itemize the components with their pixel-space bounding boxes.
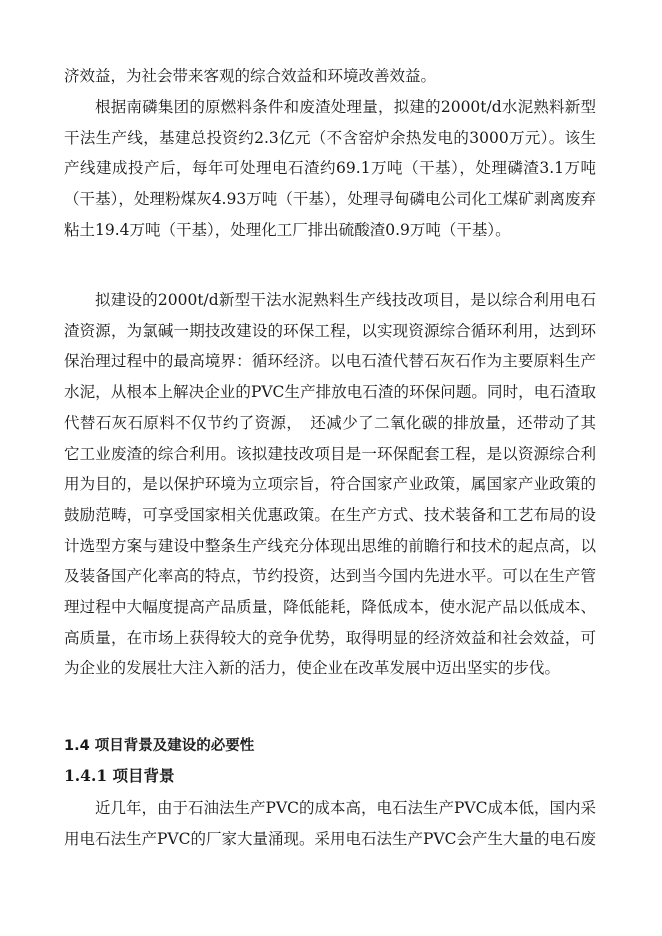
section-heading-1-4-1: 1.4.1 项目背景 xyxy=(64,766,175,785)
section-heading-1-4: 1.4 项目背景及建设的必要性 xyxy=(64,738,255,754)
paragraph-background: 近几年，由于石油法生产PVC的成本高，电石法生产PVC成本低，国内采用电石法生产PVC的厂家大量涌现。采用电石法生产PVC会产生大量的电石废 xyxy=(64,799,596,848)
paragraph-project-overview: 拟建设的2000t/d新型干法水泥熟料生产线技改项目，是以综合利用电石渣资源，为氯碱一期技改建设的环保工程，以实现资源综合循环利用，达到环保治理过程中的最高境界：循环经济。以电石渣代替石灰石作为主要原料生产水泥，从根本上解决企业的PVC生产排放电石渣的环保问题。同时，电石渣取代替石灰石原料不仅节约了资源， 还减少了二氧化碳的排放量，还带动了其它工业废渣的综合利用。该拟建技改项目是一环保配套工程，是以资源综合利用为目的，是以保护环境为立项宗旨，符合国家产业政策，属国家产业政策的鼓励范畴，可享受国家相关优惠政策。在生产方式、技术装备和工艺布局的设计选型方案与建设中整条生产线充分体现出思维的前瞻行和技术的起点高，以及装备国产化率高的特点，节约投资，达到当今国内先进水平。可以在生产管理过程中大幅度提高产品质量，降低能耗，降低成本，使水泥产品以低成本、高质量，在市场上获得较大的竞争优势，取得明显的经济效益和社会效益，可为企业的发展壮大注入新的活力，使企业在改革发展中迈出坚实的步伐。 xyxy=(64,291,596,678)
paragraph-raw-materials: 根据南磷集团的原燃料条件和废渣处理量，拟建的2000t/d水泥熟料新型干法生产线，基建总投资约2.3亿元（不含窑炉余热发电的3000万元）。该生产线建成投产后，每年可处理电石渣约69.1万吨（干基），处理磷渣3.1万吨（干基），处理粉煤灰4.93万吨（干基），处理寻甸磷电公司化工煤矿剥离废弃粘土19.4万吨（干基），处理化工厂排出硫酸渣0.9万吨（干基）。 xyxy=(64,98,596,239)
paragraph-intro-tail: 济效益，为社会带来客观的综合效益和环境改善效益。 xyxy=(64,67,437,85)
